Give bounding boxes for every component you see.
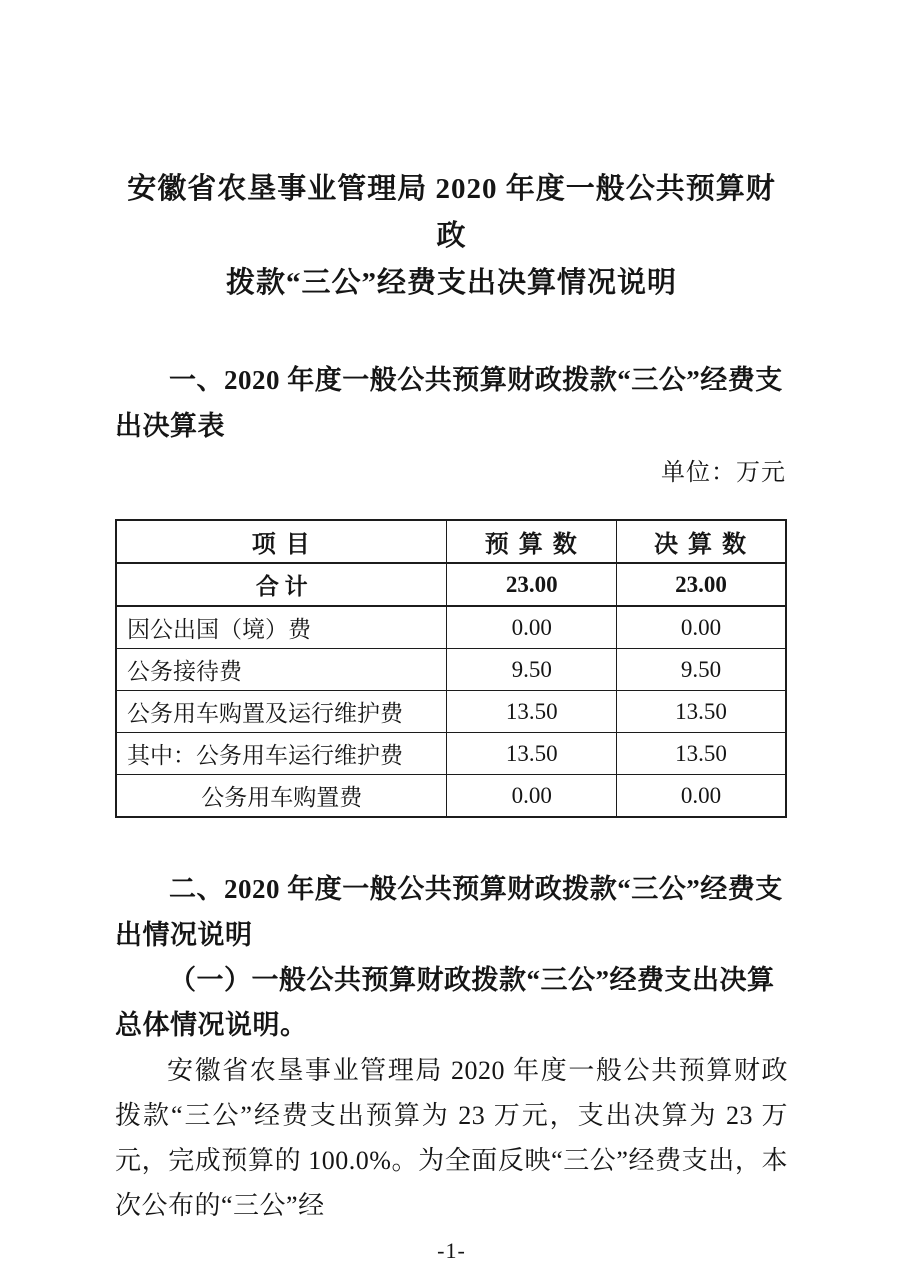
table-row [116,649,786,691]
table-row [116,775,786,818]
row-label: 公务用车购置费 [116,775,447,818]
unit-label: 单位：万元 [661,460,786,486]
table-row [116,691,786,733]
body-paragraph: 安徽省农垦事业管理局 2020 年度一般公共预算财政拨款“三公”经费支出预算为 23 万元，支出决算为 23 万元，完成预算的 100.0%。为全面反映“三公”经费支出，本次公布的“三公”经 [115,1056,788,1220]
sangong-expenditure-table [115,519,787,818]
row-label: 因公出国（境）费 [116,606,447,649]
title-line-1: 安徽省农垦事业管理局 2020 年度一般公共预算财政 [127,173,776,252]
row-label: 公务接待费 [116,649,447,691]
table-row [116,606,786,649]
row-final-value: 13.50 [616,733,786,775]
row-label: 其中：公务用车运行维护费 [116,733,447,775]
row-final-value: 0.00 [616,775,786,818]
column-header-final: 决 算 数 [616,520,786,563]
row-budget-value: 23.00 [447,563,617,606]
document-title [115,166,788,307]
row-final-value: 23.00 [616,563,786,606]
table-row [116,733,786,775]
row-budget-value: 0.00 [447,606,617,649]
table-header-row [116,520,786,563]
subsection-heading: （一）一般公共预算财政拨款“三公”经费支出决算总体情况说明。 [115,965,775,1040]
row-budget-value: 9.50 [447,649,617,691]
table-row [116,563,786,606]
row-final-value: 0.00 [616,606,786,649]
column-header-budget: 预 算 数 [447,520,617,563]
page-number: -1- [437,1238,466,1263]
row-label: 公务用车购置及运行维护费 [116,691,447,733]
row-budget-value: 0.00 [447,775,617,818]
section1-heading: 一、2020 年度一般公共预算财政拨款“三公”经费支出决算表 [115,365,783,441]
row-budget-value: 13.50 [447,733,617,775]
row-label: 合 计 [116,563,447,606]
row-budget-value: 13.50 [447,691,617,733]
section2-heading: 二、2020 年度一般公共预算财政拨款“三公”经费支出情况说明 [115,874,783,950]
row-final-value: 9.50 [616,649,786,691]
row-final-value: 13.50 [616,691,786,733]
column-header-item: 项 目 [116,520,447,563]
title-line-2: 拨款“三公”经费支出决算情况说明 [225,267,677,299]
